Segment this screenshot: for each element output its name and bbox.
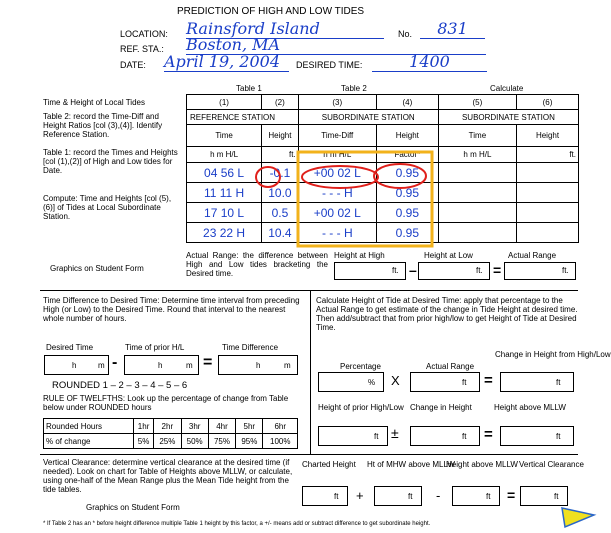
tw-head-2: 2hr [154,419,181,434]
row2-calc-height[interactable] [517,183,579,203]
unit-time-calc: h m H/L [438,147,516,163]
unit-ft-high: ft. [392,266,399,275]
date-label: DATE: [120,60,146,70]
graphics-note: Graphics on Student Form [50,264,144,273]
tw-head-4: 4hr [208,419,235,434]
next-arrow-icon[interactable] [562,508,594,527]
minus-sign: – [409,262,417,278]
label-charted-height: Charted Height [302,460,356,469]
unit-h-1: h [72,361,77,370]
unit-ft-calc: ft. [517,147,579,163]
divider-top [40,290,578,291]
tw-row-6: 100% [263,434,298,449]
row1-time[interactable]: 04 56 L [187,163,262,183]
input-vertical-clearance[interactable] [520,486,568,506]
input-charted-height[interactable] [302,486,348,506]
unit-ft-low: ft. [476,266,483,275]
label-actual-range-2: Actual Range [426,362,475,371]
label-actual-range: Actual Range [508,251,557,260]
table1-label: Table 1 [236,84,262,93]
unit-ft-vc3: ft [486,492,491,501]
footnote: * If Table 2 has an * before height difference multiple Table 1 height by this factor, a +/- means add or subtract difference to get subordinate height. [43,521,431,527]
plus-minus-sign: ± [391,425,399,441]
tw-row-2: 25% [154,434,181,449]
unit-ft-vc4: ft [554,492,559,501]
row1-factor[interactable]: 0.95 [376,163,438,183]
note-time-height: Time & Height of Local Tides [43,98,145,107]
input-change-height[interactable] [500,372,574,392]
equals-sign: = [493,262,502,278]
col-num-4: (4) [376,95,438,110]
minus-sign-2: - [112,354,118,371]
label-desired-time: Desired Time [46,343,94,352]
row4-height[interactable]: 10.4 [262,223,299,243]
tw-row-4: 75% [208,434,235,449]
desired-time-label: DESIRED TIME: [296,60,363,70]
unit-ft: ft. [262,147,299,163]
unit-h-2: h [158,361,163,370]
label-vertical-clearance: Vertical Clearance [519,460,584,469]
table2-label: Table 2 [341,84,367,93]
unit-ft-vc1: ft [334,492,339,501]
col-num-3: (3) [298,95,376,110]
row4-diff[interactable]: - - - H [298,223,376,243]
tw-row-5: 95% [236,434,263,449]
label-percentage: Percentage [340,362,381,371]
times-sign: X [391,373,400,388]
row3-calc-height[interactable] [517,203,579,223]
tw-row-1: 5% [134,434,154,449]
vertical-clearance-text: Vertical Clearance: determine vertical clearance at the desired time (if needed). Look on chart for Table of Heights above MLLW, or calculate, using one-half of the Mean Range plus the Mean Tide height from the tide tables. [43,458,293,494]
no-label: No. [398,29,413,39]
row3-factor[interactable]: 0.95 [376,203,438,223]
twelfths-table [43,418,298,449]
col-num-6: (6) [517,95,579,110]
note-table1: Table 1: record the Times and Heights [col (1),(2)] of High and Low tides for Date. [43,148,178,175]
row1-diff[interactable]: +00 02 L [298,163,376,183]
unit-ft-ch2: ft [462,432,467,441]
input-height-above-2[interactable] [452,486,500,506]
input-height-above[interactable] [500,426,574,446]
location-field[interactable]: Rainsford Island [186,19,384,39]
ref-station-label: REF. STA.: [120,44,164,54]
input-actual-range-2[interactable] [410,372,480,392]
subhead-time-diff: Time-Diff [298,125,376,147]
location-label: LOCATION: [120,29,168,39]
label-change-height-2: Change in Height [410,403,472,412]
row4-factor[interactable]: 0.95 [376,223,438,243]
row3-calc-time[interactable] [438,203,516,223]
unit-time-diff: h m H/L [298,147,376,163]
section-reference: REFERENCE STATION [187,110,299,125]
unit-time: h m H/L [187,147,262,163]
col-num-2: (2) [262,95,299,110]
label-time-difference: Time Difference [222,343,279,352]
row3-time[interactable]: 17 10 L [187,203,262,223]
desired-time-field[interactable]: 1400 [372,53,487,72]
note-compute: Compute: Time and Heights [col (5),(6)] of Tides at Local Subordinate Station. [43,194,172,221]
station-number-field[interactable]: 831 [420,19,485,39]
ref-station-field[interactable]: Boston, MA [186,36,486,55]
label-prior-time: Time of prior H/L [125,343,185,352]
subhead-time-calc: Time [438,125,516,147]
note-table2: Table 2: record the Time-Diff and Height Ratios [col (3),(4)]. Identify Reference Station. [43,112,163,139]
equals-sign-4: = [484,426,493,443]
tw-head-3: 3hr [181,419,208,434]
unit-m-2: m [186,361,193,370]
unit-ft-ph: ft [374,432,379,441]
unit-ft-ha: ft [556,432,561,441]
row2-calc-time[interactable] [438,183,516,203]
label-height-above-2: Height above MLLW [446,460,518,469]
col-num-1: (1) [187,95,262,110]
actual-range-text: Actual Range: the difference between High and Low tides bracketing the Desired time. [186,251,328,278]
tide-table [186,94,579,243]
input-mhw[interactable] [374,486,422,506]
equals-sign-2: = [203,354,213,371]
label-height-low: Height at Low [424,251,473,260]
divider-bottom [40,454,578,455]
unit-ft-ch: ft [556,378,561,387]
row2-factor[interactable]: 0.95 [376,183,438,203]
row2-time[interactable]: 11 11 H [187,183,262,203]
row2-height[interactable]: 10.0 [262,183,299,203]
plus-sign: + [356,488,364,503]
unit-ft-range: ft. [562,266,569,275]
subhead-height-ratio: Height [376,125,438,147]
row4-calc-height[interactable] [517,223,579,243]
row2-diff[interactable]: - - - H [298,183,376,203]
label-change-height: Change in Height from High/Low [495,350,611,359]
row1-calc-height[interactable] [517,163,579,183]
tw-row-3: 50% [181,434,208,449]
section-subordinate: SUBORDINATE STATION [298,110,438,125]
rule-of-twelfths: RULE OF TWELFTHS: Look up the percentage of change from Table below under ROUNDED hours [43,394,289,412]
unit-m-3: m [284,361,291,370]
row1-calc-time[interactable] [438,163,516,183]
rounded-label: ROUNDED 1 – 2 – 3 – 4 – 5 – 6 [52,380,188,391]
input-change-height-2[interactable] [410,426,480,446]
subhead-height-calc: Height [517,125,579,147]
tw-head-0: Rounded Hours [44,419,134,434]
calc-height-text: Calculate Height of Tide at Desired Time: apply that percentage to the Actual Range to get estimate of the change in Tide Height at desired time. Then add/subtract that from prior high/low to get Height of Tide at Desired Time. [316,296,578,332]
subhead-height: Height [262,125,299,147]
row4-time[interactable]: 23 22 H [187,223,262,243]
minus-sign-3: - [436,488,441,503]
row3-diff[interactable]: +00 02 L [298,203,376,223]
date-field[interactable]: April 19, 2004 [164,53,289,72]
tw-head-1: 1hr [134,419,154,434]
tw-row-0: % of change [44,434,134,449]
label-mhw: Ht of MHW above MLLW [367,460,455,469]
col-num-5: (5) [438,95,516,110]
unit-ft-ar2: ft [462,378,467,387]
calculate-label: Calculate [490,84,524,93]
unit-percent: % [368,378,376,387]
label-height-high: Height at High [334,251,385,260]
row1-height[interactable]: -0.1 [262,163,299,183]
row4-calc-time[interactable] [438,223,516,243]
page-title: PREDICTION OF HIGH AND LOW TIDES [177,6,365,17]
equals-sign-5: = [507,487,516,503]
divider-vertical [310,290,311,454]
unit-h-3: h [256,361,261,370]
row3-height[interactable]: 0.5 [262,203,299,223]
graphics-note-2: Graphics on Student Form [86,503,180,512]
subhead-time: Time [187,125,262,147]
time-diff-text: Time Difference to Desired Time: Determine time interval from preceding High (or Low) to the Desired Time. Round that interval to the nearest whole number of hours. [43,296,300,323]
tw-head-5: 5hr [236,419,263,434]
unit-ft-vc2: ft [408,492,413,501]
section-subordinate-calc: SUBORDINATE STATION [438,110,578,125]
label-prior-height: Height of prior High/Low [318,403,404,412]
unit-m-1: m [98,361,105,370]
tw-head-6: 6hr [263,419,298,434]
label-height-above: Height above MLLW [494,403,566,412]
unit-factor: Factor* [376,147,438,163]
equals-sign-3: = [484,372,493,389]
